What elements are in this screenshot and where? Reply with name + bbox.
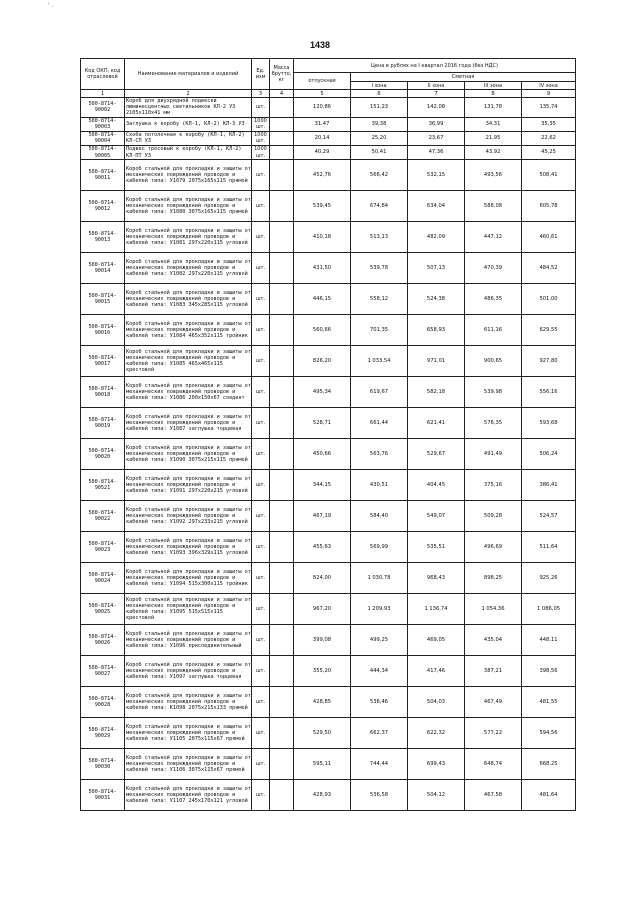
cell-price-wholesale: 595,11 (294, 749, 351, 780)
cell-unit: шт. (252, 191, 270, 222)
cell-price-wholesale: 495,34 (294, 377, 351, 408)
cell-code: 500-8714-90016 (81, 315, 125, 346)
table-row (81, 439, 576, 470)
corner-mark: ' . (48, 2, 54, 9)
header-wholesale: отпускная (294, 73, 351, 90)
table-header (81, 59, 576, 98)
table-row (81, 145, 576, 159)
cell-code: 500-8714-90025 (81, 594, 125, 625)
column-index-cell: 1 (81, 90, 125, 98)
cell-mass (270, 718, 294, 749)
cell-price-zone4: 398,56 (522, 656, 576, 687)
cell-price-zone3: 493,56 (465, 160, 522, 191)
cell-price-zone4: 35,35 (522, 117, 576, 131)
cell-price-zone1: 444,34 (351, 656, 408, 687)
table-row (81, 346, 576, 377)
cell-code: 500-8714-90018 (81, 377, 125, 408)
cell-price-zone3: 491,49 (465, 439, 522, 470)
cell-price-zone1: 566,42 (351, 160, 408, 191)
price-table (80, 58, 576, 811)
cell-price-zone2: 142,08 (408, 98, 465, 118)
table-row (81, 284, 576, 315)
cell-name: Короб стальной для прокладки и защиты от механических повреждений проводов и кабелей типа: У1105 2075х115х67 прямой (125, 718, 252, 749)
header-zone1: I зона (351, 82, 408, 90)
cell-mass (270, 346, 294, 377)
cell-price-zone2: 622,32 (408, 718, 465, 749)
cell-code: 500-8714-90017 (81, 346, 125, 377)
cell-price-zone1: 701,35 (351, 315, 408, 346)
header-code: Код ОКП, код отраслевой (81, 59, 125, 90)
table-row (81, 718, 576, 749)
cell-price-zone2: 524,38 (408, 284, 465, 315)
header-zone4: IV зона (522, 82, 576, 90)
cell-price-wholesale: 824,00 (294, 563, 351, 594)
header-unit: Ед. изм (252, 59, 270, 90)
cell-mass (270, 780, 294, 811)
cell-price-zone1: 151,23 (351, 98, 408, 118)
cell-code: 500-8714-90013 (81, 222, 125, 253)
cell-price-zone2: 658,93 (408, 315, 465, 346)
cell-price-wholesale: 452,76 (294, 160, 351, 191)
column-index-cell: 7 (408, 90, 465, 98)
cell-price-zone1: 1 033,54 (351, 346, 408, 377)
cell-mass (270, 253, 294, 284)
cell-price-wholesale: 528,71 (294, 408, 351, 439)
cell-unit: шт. (252, 594, 270, 625)
cell-price-wholesale: 428,93 (294, 780, 351, 811)
table-row (81, 377, 576, 408)
cell-mass (270, 687, 294, 718)
cell-mass (270, 160, 294, 191)
cell-price-zone3: 577,22 (465, 718, 522, 749)
cell-name: Короб стальной для прокладки и защиты от механических повреждений проводов и кабелей типа: У1086 200х150х67 соедент (125, 377, 252, 408)
cell-price-zone3: 486,35 (465, 284, 522, 315)
cell-name: Короб стальной для прокладки и защиты от механических повреждений проводов и кабелей типа: У1082 297х220х115 угловой (125, 253, 252, 284)
cell-price-zone1: 1 030,78 (351, 563, 408, 594)
cell-mass (270, 98, 294, 118)
cell-price-zone2: 968,43 (408, 563, 465, 594)
cell-price-zone2: 699,43 (408, 749, 465, 780)
cell-price-zone1: 563,76 (351, 439, 408, 470)
cell-price-wholesale: 410,18 (294, 222, 351, 253)
cell-unit: шт. (252, 563, 270, 594)
cell-price-zone4: 556,16 (522, 377, 576, 408)
cell-unit: шт. (252, 439, 270, 470)
header-zone2: II зона (408, 82, 465, 90)
cell-code: 500-8714-90029 (81, 718, 125, 749)
cell-price-zone1: 1 209,93 (351, 594, 408, 625)
cell-price-zone2: 549,07 (408, 501, 465, 532)
cell-price-zone1: 50,41 (351, 145, 408, 159)
table-row (81, 780, 576, 811)
cell-name: Короб стальной для прокладки и защиты от механических повреждений проводов и кабелей типа: У1093 396х329х115 угловой (125, 532, 252, 563)
cell-price-zone4: 506,24 (522, 439, 576, 470)
cell-price-zone4: 508,41 (522, 160, 576, 191)
cell-unit: 1000 шт. (252, 131, 270, 145)
column-index-row (81, 90, 576, 98)
cell-price-zone3: 900,65 (465, 346, 522, 377)
table-row (81, 594, 576, 625)
column-index-cell: 3 (252, 90, 270, 98)
cell-mass (270, 377, 294, 408)
cell-mass (270, 439, 294, 470)
cell-mass (270, 656, 294, 687)
cell-code: 500-8714-90030 (81, 749, 125, 780)
cell-mass (270, 145, 294, 159)
table-row (81, 532, 576, 563)
cell-price-wholesale: 344,15 (294, 470, 351, 501)
cell-mass (270, 284, 294, 315)
header-mass: Масса брутто, кг (270, 59, 294, 90)
cell-name: Короб стальной для прокладки и защиты от механических повреждений проводов и кабелей типа: У1091 297х220х215 угловой (125, 470, 252, 501)
cell-price-zone2: 504,12 (408, 780, 465, 811)
cell-price-zone4: 927,80 (522, 346, 576, 377)
cell-price-zone2: 971,01 (408, 346, 465, 377)
cell-price-zone3: 588,08 (465, 191, 522, 222)
table-row (81, 131, 576, 145)
cell-name: Короб стальной для прокладки и защиты от механических повреждений проводов и кабелей типа: У1096 присоединительный (125, 625, 252, 656)
cell-mass (270, 563, 294, 594)
cell-name: Короб стальной для прокладки и защиты от механических повреждений проводов и кабелей типа: У1083 345х285х115 угловой (125, 284, 252, 315)
cell-price-zone4: 22,62 (522, 131, 576, 145)
cell-name: Короб стальной для прокладки и защиты от механических повреждений проводов и кабелей типа: У1090 3075х215х115 прямой (125, 439, 252, 470)
cell-unit: шт. (252, 408, 270, 439)
cell-price-zone2: 417,46 (408, 656, 465, 687)
cell-code: 500-8714-90027 (81, 656, 125, 687)
cell-mass (270, 594, 294, 625)
cell-code: 500-8714-90002 (81, 98, 125, 118)
cell-code: 500-8714-90019 (81, 408, 125, 439)
cell-price-wholesale: 826,20 (294, 346, 351, 377)
table-row (81, 563, 576, 594)
table-row (81, 160, 576, 191)
cell-price-zone3: 509,28 (465, 501, 522, 532)
cell-price-zone3: 21,95 (465, 131, 522, 145)
cell-price-zone2: 535,51 (408, 532, 465, 563)
column-index-cell: 8 (465, 90, 522, 98)
cell-price-wholesale: 31,47 (294, 117, 351, 131)
cell-price-zone1: 513,13 (351, 222, 408, 253)
cell-price-zone3: 447,12 (465, 222, 522, 253)
cell-price-zone4: 605,78 (522, 191, 576, 222)
cell-unit: шт. (252, 780, 270, 811)
cell-price-zone1: 558,12 (351, 284, 408, 315)
cell-name: Короб стальной для прокладки и защиты от механических повреждений проводов и кабелей типа: К1098 2075х215х133 прямой (125, 687, 252, 718)
cell-price-zone3: 648,74 (465, 749, 522, 780)
cell-price-zone4: 668,25 (522, 749, 576, 780)
cell-price-zone4: 481,55 (522, 687, 576, 718)
page-number: 1438 (309, 40, 331, 50)
cell-name: Заглушка к коробу (КЛ-1, КЛ-2) КЛ-З У3 (125, 117, 252, 131)
cell-unit: шт. (252, 377, 270, 408)
cell-code: 500-8714-90031 (81, 780, 125, 811)
cell-unit: шт. (252, 656, 270, 687)
column-index-cell: 2 (125, 90, 252, 98)
cell-price-zone4: 594,56 (522, 718, 576, 749)
cell-unit: шт. (252, 253, 270, 284)
cell-unit: шт. (252, 160, 270, 191)
cell-price-zone2: 404,45 (408, 470, 465, 501)
cell-price-zone4: 484,52 (522, 253, 576, 284)
cell-price-zone4: 925,26 (522, 563, 576, 594)
cell-code: 500-8714-90014 (81, 253, 125, 284)
cell-price-zone4: 386,41 (522, 470, 576, 501)
cell-name: Короб стальной для прокладки и защиты от механических повреждений проводов и кабелей типа: У1097 заглушка торцевая (125, 656, 252, 687)
cell-code: 500-8714-90005 (81, 145, 125, 159)
cell-price-zone3: 467,49 (465, 687, 522, 718)
cell-price-zone1: 39,38 (351, 117, 408, 131)
table-row (81, 501, 576, 532)
cell-name: Короб стальной для прокладки и защиты от механических повреждений проводов и кабелей типа: У1095 515х515х115 крестовой (125, 594, 252, 625)
cell-price-zone4: 45,25 (522, 145, 576, 159)
cell-unit: шт. (252, 222, 270, 253)
cell-name: Короб стальной для прокладки и защиты от механических повреждений проводов и кабелей типа: У1081 297х220х115 угловой (125, 222, 252, 253)
cell-name: Короб стальной для прокладки и защиты от механических повреждений проводов и кабелей типа: У1092 297х233х215 угловой (125, 501, 252, 532)
cell-price-wholesale: 40,29 (294, 145, 351, 159)
header-zone3: III зона (465, 82, 522, 90)
cell-unit: шт. (252, 470, 270, 501)
header-price-title: Цена в рублях на I квартал 2016 года (без НДС) (294, 59, 576, 73)
cell-price-zone3: 467,58 (465, 780, 522, 811)
cell-price-wholesale: 450,66 (294, 439, 351, 470)
cell-unit: шт. (252, 532, 270, 563)
cell-price-wholesale: 455,63 (294, 532, 351, 563)
cell-code: 500-8714-90024 (81, 563, 125, 594)
cell-unit: 1000 шт. (252, 117, 270, 131)
cell-code: 500-8714-90012 (81, 191, 125, 222)
cell-price-wholesale: 967,20 (294, 594, 351, 625)
table-row (81, 408, 576, 439)
cell-price-wholesale: 446,15 (294, 284, 351, 315)
table-row (81, 191, 576, 222)
cell-price-wholesale: 428,85 (294, 687, 351, 718)
cell-mass (270, 117, 294, 131)
cell-name: Короб стальной для прокладки и защиты от механических повреждений проводов и кабелей типа: У1085 465х465х115 крестовой (125, 346, 252, 377)
cell-price-wholesale: 399,08 (294, 625, 351, 656)
cell-price-zone1: 539,78 (351, 253, 408, 284)
cell-price-zone1: 536,58 (351, 780, 408, 811)
cell-price-zone4: 524,57 (522, 501, 576, 532)
cell-code: 500-8714-90011 (81, 160, 125, 191)
cell-name: Короб стальной для прокладки и защиты от механических повреждений проводов и кабелей типа: У1094 515х300х115 тройник (125, 563, 252, 594)
cell-price-zone1: 569,99 (351, 532, 408, 563)
cell-price-zone3: 898,25 (465, 563, 522, 594)
cell-name: Короб стальной для прокладки и защиты от механических повреждений проводов и кабелей типа: У1087 заглушка торцевая (125, 408, 252, 439)
cell-mass (270, 131, 294, 145)
cell-price-zone2: 634,04 (408, 191, 465, 222)
cell-name: Короб стальной для прокладки и защиты от механических повреждений проводов и кабелей типа: У1080 3075х165х115 прямой (125, 191, 252, 222)
cell-price-zone3: 34,31 (465, 117, 522, 131)
cell-code: 500-8714-90004 (81, 131, 125, 145)
cell-name: Короб стальной для прокладки и защиты от механических повреждений проводов и кабелей типа: У1079 2075х165х115 прямой (125, 160, 252, 191)
cell-price-zone3: 576,35 (465, 408, 522, 439)
cell-price-zone2: 47,36 (408, 145, 465, 159)
cell-mass (270, 470, 294, 501)
cell-unit: шт. (252, 687, 270, 718)
cell-price-zone4: 135,74 (522, 98, 576, 118)
cell-price-zone3: 375,16 (465, 470, 522, 501)
cell-name: Подвес тросовый к коробу (КЛ-1, КЛ-2) КЛ-ПТ У3 (125, 145, 252, 159)
table-row (81, 117, 576, 131)
table-row (81, 749, 576, 780)
table-row (81, 253, 576, 284)
cell-unit: шт. (252, 749, 270, 780)
cell-price-zone2: 504,03 (408, 687, 465, 718)
cell-price-wholesale: 355,20 (294, 656, 351, 687)
cell-price-zone3: 131,78 (465, 98, 522, 118)
cell-code: 500-8714-90026 (81, 625, 125, 656)
cell-code: 500-8714-90521 (81, 470, 125, 501)
cell-price-zone2: 582,18 (408, 377, 465, 408)
cell-name: Короб стальной для прокладки и защиты от механических повреждений проводов и кабелей типа: У1107 245х170х121 угловой (125, 780, 252, 811)
table-row (81, 470, 576, 501)
table-row (81, 98, 576, 118)
column-index-cell: 4 (270, 90, 294, 98)
cell-unit: шт. (252, 315, 270, 346)
cell-price-zone2: 532,15 (408, 160, 465, 191)
cell-price-wholesale: 560,66 (294, 315, 351, 346)
cell-unit: шт. (252, 98, 270, 118)
cell-price-zone2: 23,67 (408, 131, 465, 145)
cell-price-zone4: 629,55 (522, 315, 576, 346)
cell-price-zone1: 619,67 (351, 377, 408, 408)
cell-price-zone2: 469,05 (408, 625, 465, 656)
cell-code: 500-8714-90028 (81, 687, 125, 718)
header-estimate: Сметная (351, 73, 576, 82)
table-row (81, 625, 576, 656)
cell-mass (270, 191, 294, 222)
cell-price-zone3: 496,69 (465, 532, 522, 563)
cell-price-wholesale: 539,45 (294, 191, 351, 222)
cell-name: Короб стальной для прокладки и защиты от механических повреждений проводов и кабелей типа: У1084 465х352х115 тройник (125, 315, 252, 346)
table-body (81, 98, 576, 811)
cell-price-zone2: 1 136,74 (408, 594, 465, 625)
cell-price-zone3: 1 054,36 (465, 594, 522, 625)
cell-price-zone4: 511,64 (522, 532, 576, 563)
cell-price-wholesale: 120,86 (294, 98, 351, 118)
cell-code: 500-8714-90003 (81, 117, 125, 131)
cell-price-zone4: 481,64 (522, 780, 576, 811)
cell-mass (270, 315, 294, 346)
column-index-cell: 6 (351, 90, 408, 98)
cell-code: 500-8714-90022 (81, 501, 125, 532)
cell-price-zone4: 593,68 (522, 408, 576, 439)
column-index-cell: 5 (294, 90, 351, 98)
cell-price-zone3: 435,04 (465, 625, 522, 656)
cell-price-zone3: 611,16 (465, 315, 522, 346)
cell-price-zone3: 387,21 (465, 656, 522, 687)
cell-price-zone3: 470,39 (465, 253, 522, 284)
cell-price-zone1: 430,51 (351, 470, 408, 501)
cell-price-wholesale: 431,50 (294, 253, 351, 284)
column-index-cell: 9 (522, 90, 576, 98)
cell-unit: шт. (252, 284, 270, 315)
cell-mass (270, 501, 294, 532)
cell-price-zone1: 674,84 (351, 191, 408, 222)
cell-name: Скоба потолочная к коробу (КЛ-1, КЛ-2) КЛ-СП У3 (125, 131, 252, 145)
cell-unit: шт. (252, 346, 270, 377)
cell-price-zone2: 36,99 (408, 117, 465, 131)
cell-price-zone1: 536,46 (351, 687, 408, 718)
cell-price-zone2: 507,13 (408, 253, 465, 284)
cell-name: Короб для двухрядной подвески люминесцентных светильников КЛ-2 У3 2105х110х41 мм (125, 98, 252, 118)
cell-mass (270, 408, 294, 439)
cell-price-zone4: 460,61 (522, 222, 576, 253)
cell-mass (270, 749, 294, 780)
table-row (81, 656, 576, 687)
table-row (81, 222, 576, 253)
cell-price-zone3: 43,92 (465, 145, 522, 159)
cell-mass (270, 222, 294, 253)
cell-unit: 1000 шт. (252, 145, 270, 159)
cell-price-zone2: 621,41 (408, 408, 465, 439)
cell-price-wholesale: 467,19 (294, 501, 351, 532)
header-name: Наименование материалов и изделий (125, 59, 252, 90)
cell-unit: шт. (252, 625, 270, 656)
cell-price-zone4: 1 086,05 (522, 594, 576, 625)
cell-price-zone4: 501,00 (522, 284, 576, 315)
cell-price-zone2: 529,67 (408, 439, 465, 470)
cell-price-wholesale: 529,50 (294, 718, 351, 749)
cell-mass (270, 532, 294, 563)
cell-price-zone1: 584,40 (351, 501, 408, 532)
cell-unit: шт. (252, 501, 270, 532)
cell-price-zone1: 25,20 (351, 131, 408, 145)
cell-code: 500-8714-90015 (81, 284, 125, 315)
cell-unit: шт. (252, 718, 270, 749)
cell-mass (270, 625, 294, 656)
cell-name: Короб стальной для прокладки и защиты от механических повреждений проводов и кабелей типа: У1106 3075х115х67 прямой (125, 749, 252, 780)
cell-price-zone1: 661,44 (351, 408, 408, 439)
cell-price-zone1: 744,44 (351, 749, 408, 780)
cell-price-zone3: 539,98 (465, 377, 522, 408)
cell-price-wholesale: 20,14 (294, 131, 351, 145)
table-row (81, 315, 576, 346)
cell-code: 500-8714-90023 (81, 532, 125, 563)
cell-price-zone1: 662,37 (351, 718, 408, 749)
table-row (81, 687, 576, 718)
cell-code: 500-8714-90020 (81, 439, 125, 470)
cell-price-zone4: 448,11 (522, 625, 576, 656)
cell-price-zone1: 499,25 (351, 625, 408, 656)
cell-price-zone2: 482,09 (408, 222, 465, 253)
